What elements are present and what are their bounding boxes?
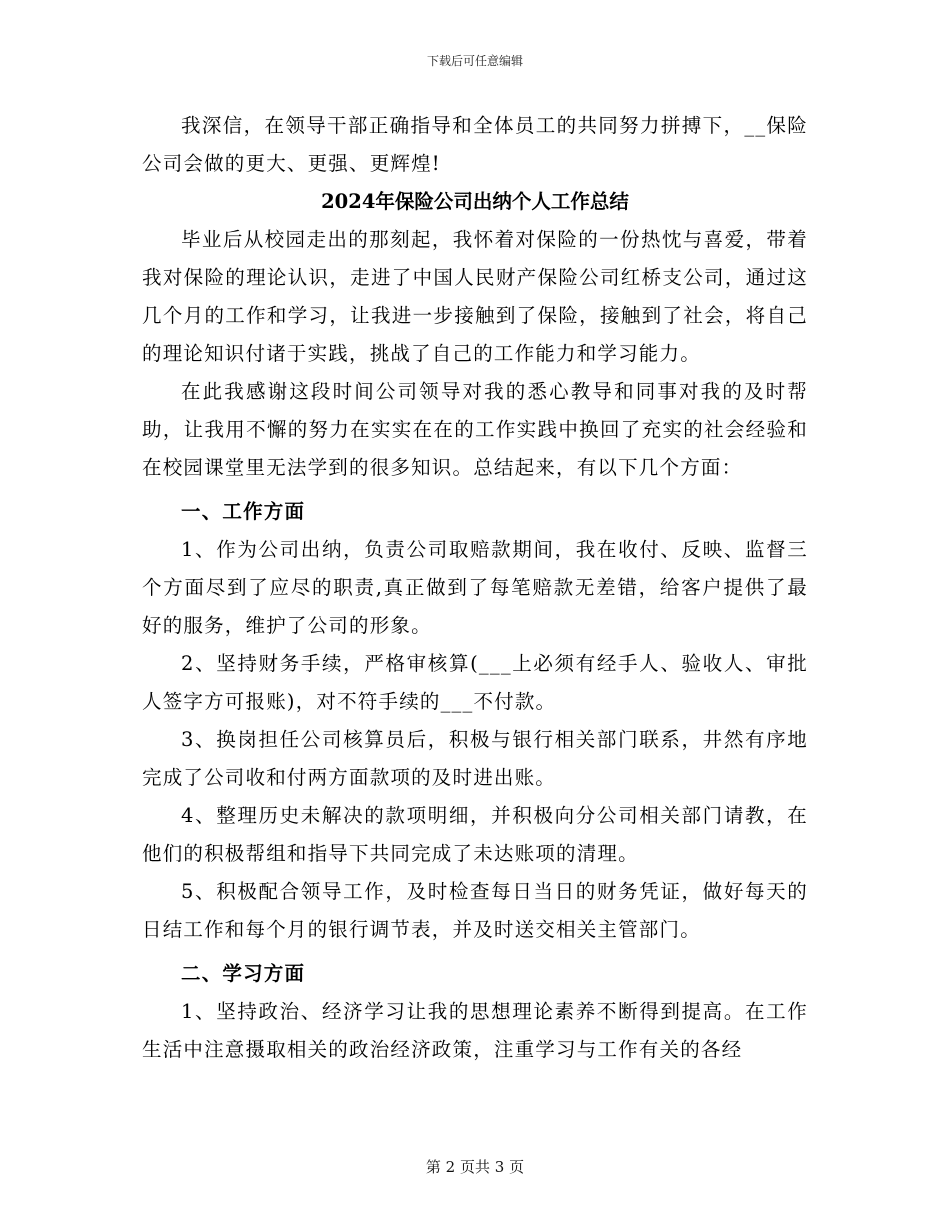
page-number: 第 2 页共 3 页 [425, 1158, 525, 1176]
section-heading-study: 二、学习方面 [181, 962, 306, 985]
list-item: 1、作为公司出纳，负责公司取赔款期间，我在收付、反映、监督三个方面尽到了应尽的职责,真正做到了每笔赔款无差错，给客户提供了最好的服务，维护了公司的形象。 [142, 538, 808, 637]
list-item: 4、整理历史未解决的款项明细，并积极向分公司相关部门请教，在他们的积极帮组和指导下共同完成了未达账项的清理。 [142, 804, 808, 865]
body-paragraph: 毕业后从校园走出的那刻起，我怀着对保险的一份热忱与喜爱，带着我对保险的理论认识，走进了中国人民财产保险公司红桥支公司，通过这几个月的工作和学习，让我进一步接触到了保险，接触到了社会，将自己的理论知识付诸于实践，挑战了自己的工作能力和学习能力。 [142, 228, 808, 365]
list-item: 2、坚持财务手续，严格审核算(___上必须有经手人、验收人、审批人签字方可报账)，对不符手续的___不付款。 [142, 652, 808, 713]
document-title: 2024年保险公司出纳个人工作总结 [321, 190, 629, 213]
body-paragraph: 在此我感谢这段时间公司领导对我的悉心教导和同事对我的及时帮助，让我用不懈的努力在实实在在的工作实践中换回了充实的社会经验和在校园课堂里无法学到的很多知识。总结起来，有以下几个方面： [142, 380, 808, 479]
list-item: 5、积极配合领导工作，及时检查每日当日的财务凭证，做好每天的日结工作和每个月的银行调节表，并及时送交相关主管部门。 [142, 880, 808, 941]
intro-paragraph: 我深信，在领导干部正确指导和全体员工的共同努力拼搏下，__保险公司会做的更大、更强、更辉煌! [142, 114, 808, 175]
page-header: 下载后可任意编辑 [426, 54, 523, 68]
section-heading-work: 一、工作方面 [181, 500, 306, 523]
list-item: 1、坚持政治、经济学习让我的思想理论素养不断得到提高。在工作生活中注意摄取相关的政治经济政策，注重学习与工作有关的各经 [142, 1000, 808, 1061]
list-item: 3、换岗担任公司核算员后，积极与银行相关部门联系，井然有序地完成了公司收和付两方面款项的及时进出账。 [142, 728, 808, 789]
document-body [142, 107, 808, 1069]
